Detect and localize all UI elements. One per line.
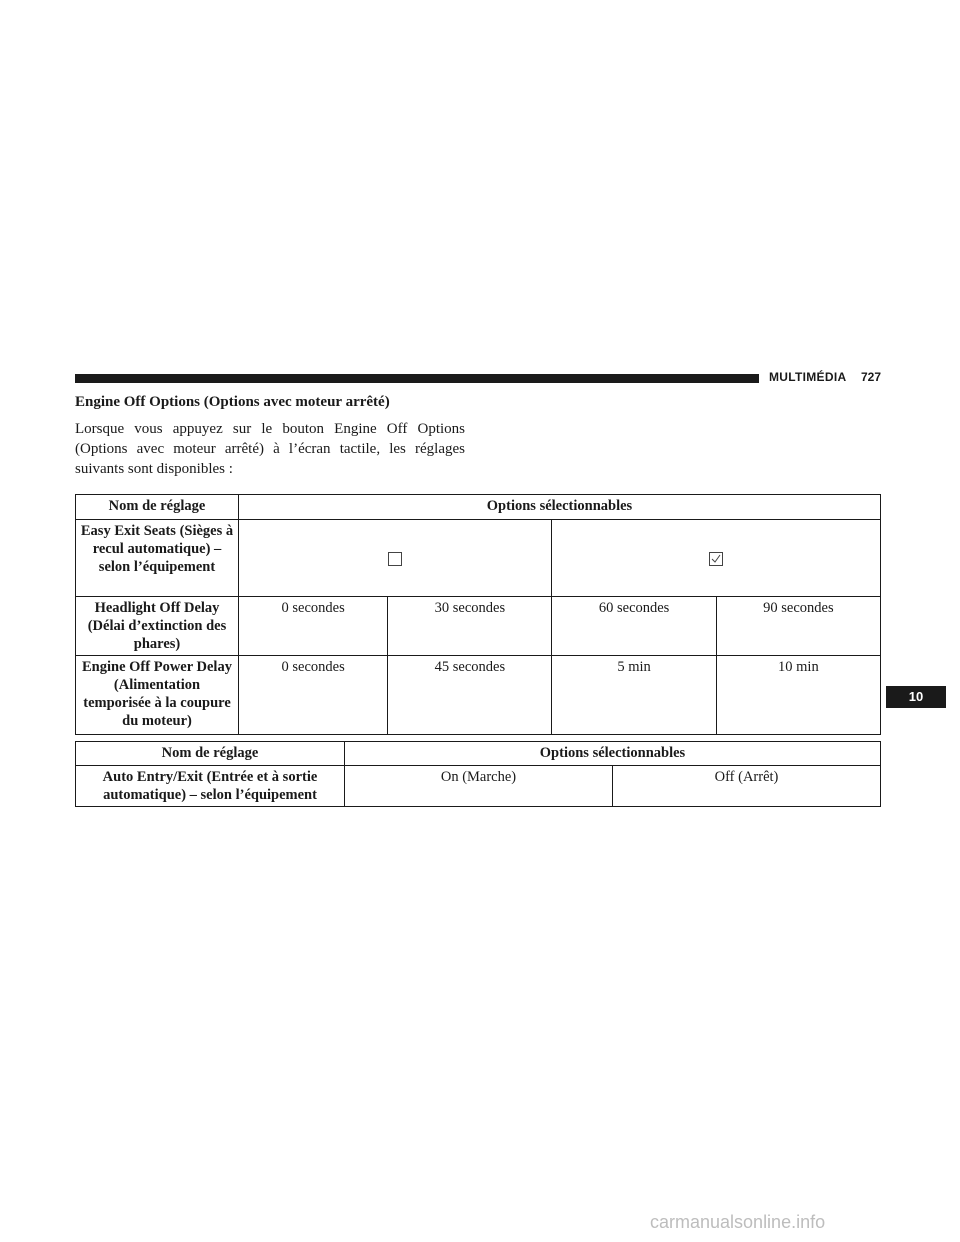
option-cell: 60 secondes xyxy=(552,597,716,656)
option-cell xyxy=(552,520,881,597)
page-number: 727 xyxy=(861,370,882,384)
option-cell: 0 secondes xyxy=(239,597,388,656)
setting-name-headlight-off-delay: Headlight Off Delay (Délai d’extinction des phares) xyxy=(76,597,239,656)
table-row xyxy=(76,766,881,807)
setting-name-engine-off-power-delay: Engine Off Power Delay (Alimentation temporisée à la coupure du moteur) xyxy=(76,656,239,735)
setting-name-easy-exit-seats: Easy Exit Seats (Sièges à recul automatique) – selon l’équipement xyxy=(76,520,239,597)
option-cell: 30 secondes xyxy=(388,597,552,656)
option-cell: 0 secondes xyxy=(239,656,388,735)
table-row xyxy=(76,597,881,656)
col-header-options: Options sélectionnables xyxy=(239,495,881,520)
unchecked-box-icon xyxy=(388,552,402,566)
checked-box-icon xyxy=(709,552,723,566)
header-section-title: MULTIMÉDIA xyxy=(769,370,847,384)
col-header-name: Nom de réglage xyxy=(76,495,239,520)
option-cell: 45 secondes xyxy=(388,656,552,735)
option-cell: On (Marche) xyxy=(345,766,613,807)
watermark: carmanualsonline.info xyxy=(650,1212,826,1232)
option-cell: 10 min xyxy=(716,656,880,735)
table-row xyxy=(76,656,881,735)
col-header-name: Nom de réglage xyxy=(76,742,345,766)
table-header-row xyxy=(76,742,881,766)
option-cell: 90 secondes xyxy=(716,597,880,656)
setting-name-auto-entry-exit: Auto Entry/Exit (Entrée et à sortie automatique) – selon l’équipement xyxy=(76,766,345,807)
option-cell: Off (Arrêt) xyxy=(613,766,881,807)
option-cell: 5 min xyxy=(552,656,716,735)
table-row xyxy=(76,520,881,597)
option-cell xyxy=(239,520,552,597)
chapter-tab: 10 xyxy=(886,686,946,708)
section-title: Engine Off Options (Options avec moteur arrêté) xyxy=(75,394,390,410)
intro-paragraph: Lorsque vous appuyez sur le bouton Engine Off Options (Options avec moteur arrêté) à l’écran tactile, les réglages suivants sont disponibles : xyxy=(75,421,465,477)
engine-off-options-table xyxy=(75,494,881,735)
col-header-options: Options sélectionnables xyxy=(345,742,881,766)
header-rule xyxy=(75,374,759,383)
auto-entry-exit-table xyxy=(75,741,881,807)
table-header-row xyxy=(76,495,881,520)
